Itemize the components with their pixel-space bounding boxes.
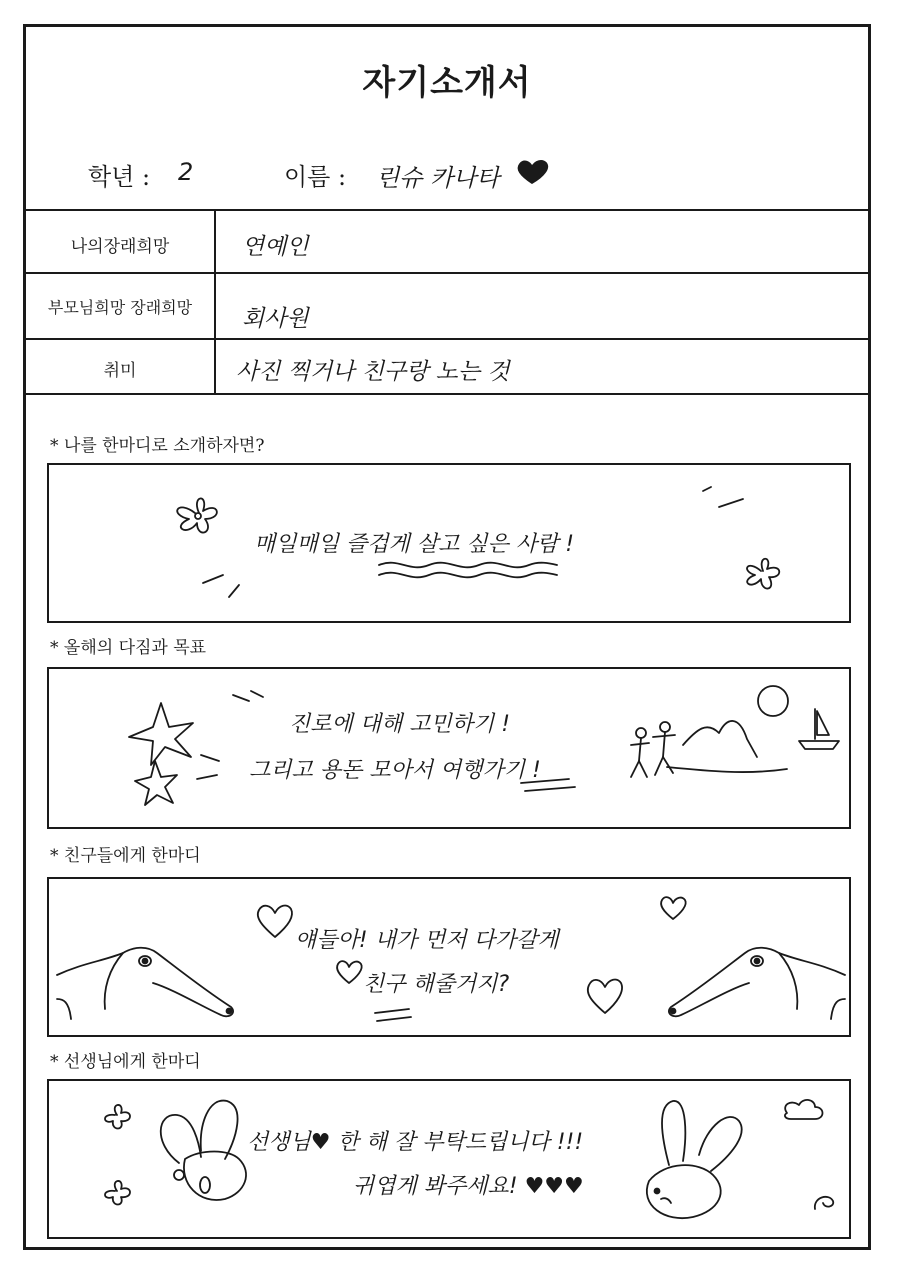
flower-icon — [99, 1101, 139, 1131]
divider — [26, 393, 868, 395]
sparkle-lines-icon — [229, 689, 269, 713]
dream-job-value: 연예인 — [242, 234, 309, 260]
section-label-intro: * 나를 한마디로 소개하자면? — [50, 436, 265, 456]
stick-figure-icon — [627, 679, 767, 789]
heart-icon — [657, 893, 691, 923]
name-label: 이름 : — [284, 163, 347, 191]
flower-icon — [739, 551, 789, 595]
underline-scribble — [373, 1007, 413, 1027]
goals-text-line-2: 그리고 용돈 모아서 여행가기 ! — [249, 758, 541, 783]
bunny-icon — [149, 1093, 279, 1213]
intro-box — [47, 463, 851, 623]
friends-text-line-2: 친구 해줄거지? — [363, 972, 510, 997]
friends-box — [47, 877, 851, 1037]
divider — [214, 209, 216, 395]
cloud-icon — [779, 1095, 829, 1125]
dog-icon — [53, 919, 243, 1029]
page-title: 자기소개서 — [362, 63, 532, 103]
goals-text-line-1: 진로에 대해 고민하기 ! — [289, 712, 511, 737]
parents-hope-label: 부모님희망 장래희망 — [47, 298, 193, 317]
hobby-value: 사진 찍거나 친구랑 노는 것 — [236, 359, 510, 385]
section-label-friends: * 친구들에게 한마디 — [50, 846, 201, 866]
goals-box — [47, 667, 851, 829]
grade-value: 2 — [178, 158, 194, 186]
heart-icon — [581, 973, 629, 1017]
sparkle-lines-icon — [199, 569, 249, 599]
section-label-goals: * 올해의 다짐과 목표 — [50, 638, 207, 658]
grade-label: 학년 : — [88, 163, 151, 191]
heart-icon — [253, 901, 297, 941]
teacher-box — [47, 1079, 851, 1239]
flower-icon — [169, 491, 229, 541]
friends-text-line-1: 얘들아! 내가 먼저 다가갈게 — [295, 928, 559, 953]
divider — [26, 209, 868, 211]
sparkle-lines-icon — [699, 483, 749, 513]
underline-scribble — [519, 777, 579, 797]
teacher-text-line-2: 귀엽게 봐주세요! ♥♥♥ — [353, 1174, 584, 1199]
dream-job-label: 나의장래희망 — [70, 237, 170, 257]
sailboat-icon — [789, 705, 849, 755]
parents-hope-value: 회사원 — [242, 306, 309, 332]
hobby-label: 취미 — [103, 361, 137, 381]
dog-icon — [659, 919, 849, 1029]
swirl-icon — [809, 1187, 849, 1217]
divider — [26, 338, 868, 340]
heart-icon — [514, 159, 550, 185]
intro-text: 매일매일 즐겁게 살고 싶은 사람 ! — [254, 532, 575, 557]
name-value: 린슈 카나타 — [376, 164, 500, 192]
teacher-text-line-1: 선생님♥ 한 해 잘 부탁드립니다 !!! — [247, 1130, 584, 1155]
bunny-icon — [609, 1095, 759, 1225]
self-introduction-sheet — [23, 24, 871, 1250]
star-icon — [125, 699, 225, 809]
heart-icon — [331, 957, 371, 987]
divider — [26, 272, 868, 274]
wavy-underline — [379, 557, 559, 587]
section-label-teacher: * 선생님에게 한마디 — [50, 1052, 201, 1072]
flower-icon — [99, 1177, 139, 1207]
